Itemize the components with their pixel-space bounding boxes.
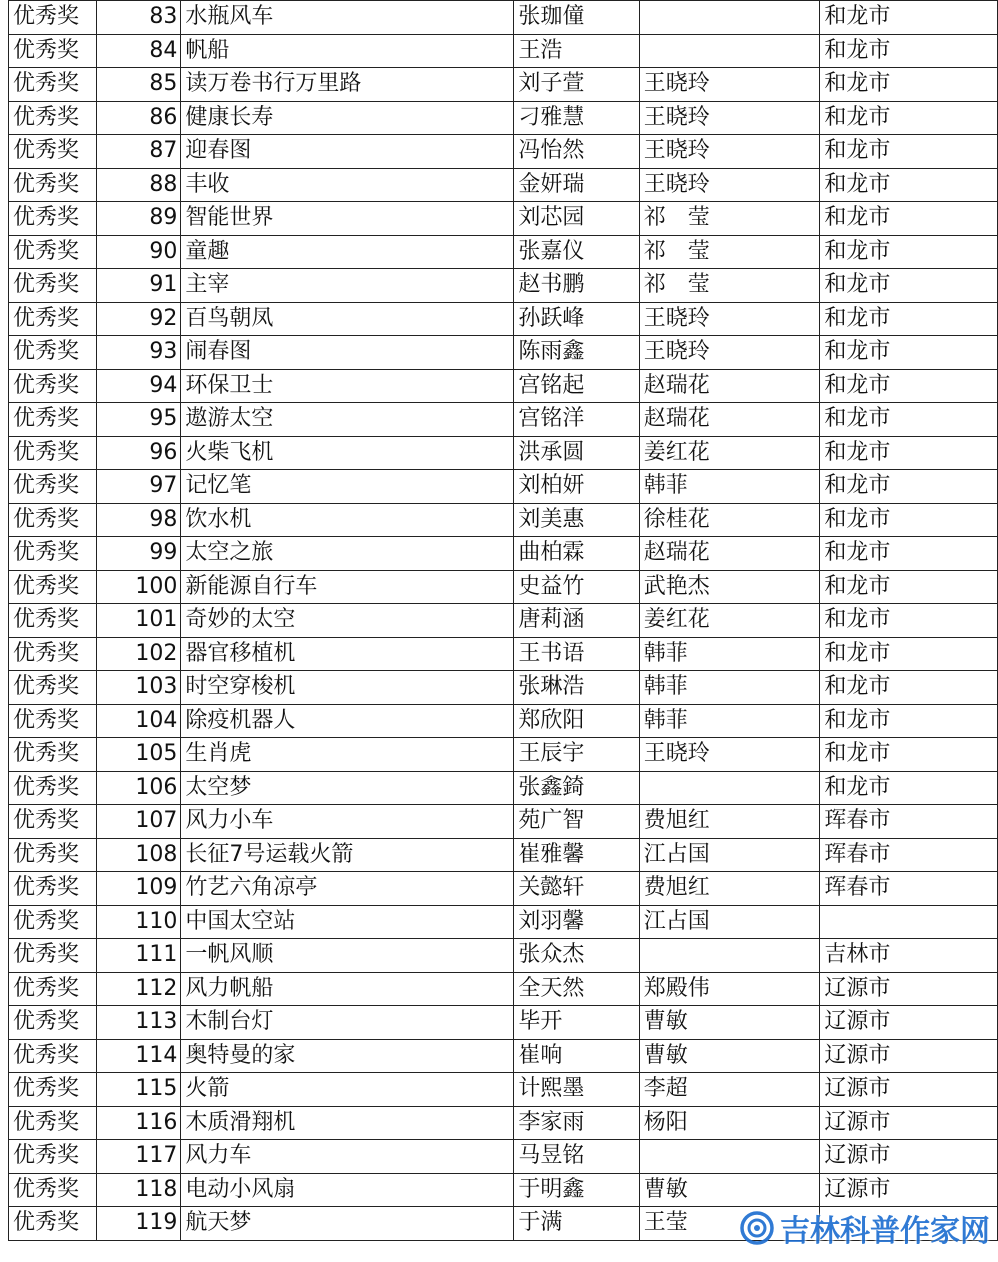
teacher-cell: 王晓玲 xyxy=(639,135,820,169)
city-cell: 辽源市 xyxy=(820,1039,998,1073)
award-cell: 优秀奖 xyxy=(9,905,97,939)
city-cell: 吉林市 xyxy=(820,939,998,973)
title-cell: 一帆风顺 xyxy=(181,939,514,973)
title-cell: 风力车 xyxy=(181,1140,514,1174)
teacher-cell: 武艳杰 xyxy=(639,570,820,604)
teacher-cell: 韩菲 xyxy=(639,470,820,504)
city-cell: 和龙市 xyxy=(820,604,998,638)
award-cell: 优秀奖 xyxy=(9,168,97,202)
number-cell: 99 xyxy=(96,537,181,571)
table-row xyxy=(9,1073,998,1107)
table-row xyxy=(9,168,998,202)
number-cell: 86 xyxy=(96,101,181,135)
number-cell: 101 xyxy=(96,604,181,638)
number-cell: 85 xyxy=(96,68,181,102)
author-cell: 苑广智 xyxy=(514,805,639,839)
author-cell: 崔响 xyxy=(514,1039,639,1073)
teacher-cell: 赵瑞花 xyxy=(639,537,820,571)
table-row xyxy=(9,570,998,604)
award-cell: 优秀奖 xyxy=(9,503,97,537)
city-cell: 和龙市 xyxy=(820,168,998,202)
number-cell: 95 xyxy=(96,403,181,437)
title-cell: 风力小车 xyxy=(181,805,514,839)
author-cell: 毕开 xyxy=(514,1006,639,1040)
table-row xyxy=(9,302,998,336)
teacher-cell: 王晓玲 xyxy=(639,168,820,202)
city-cell: 辽源市 xyxy=(820,1140,998,1174)
number-cell: 96 xyxy=(96,436,181,470)
title-cell: 新能源自行车 xyxy=(181,570,514,604)
watermark-text: 吉林科普作家网 xyxy=(780,1214,990,1249)
table-row xyxy=(9,905,998,939)
award-cell: 优秀奖 xyxy=(9,235,97,269)
author-cell: 关懿轩 xyxy=(514,872,639,906)
author-cell: 郑欣阳 xyxy=(514,704,639,738)
title-cell: 帆船 xyxy=(181,34,514,68)
teacher-cell xyxy=(639,34,820,68)
teacher-cell: 王晓玲 xyxy=(639,302,820,336)
number-cell: 116 xyxy=(96,1106,181,1140)
author-cell: 孙跃峰 xyxy=(514,302,639,336)
city-cell: 珲春市 xyxy=(820,805,998,839)
number-cell: 112 xyxy=(96,972,181,1006)
table-row xyxy=(9,872,998,906)
table-row xyxy=(9,503,998,537)
teacher-cell: 曹敏 xyxy=(639,1006,820,1040)
table-row xyxy=(9,470,998,504)
author-cell: 王辰宇 xyxy=(514,738,639,772)
author-cell: 陈雨鑫 xyxy=(514,336,639,370)
teacher-cell: 王晓玲 xyxy=(639,68,820,102)
table-row xyxy=(9,1,998,35)
award-cell: 优秀奖 xyxy=(9,436,97,470)
title-cell: 除疫机器人 xyxy=(181,704,514,738)
number-cell: 84 xyxy=(96,34,181,68)
award-cell: 优秀奖 xyxy=(9,369,97,403)
number-cell: 117 xyxy=(96,1140,181,1174)
title-cell: 童趣 xyxy=(181,235,514,269)
author-cell: 史益竹 xyxy=(514,570,639,604)
number-cell: 97 xyxy=(96,470,181,504)
teacher-cell: 费旭红 xyxy=(639,805,820,839)
title-cell: 航天梦 xyxy=(181,1207,514,1241)
author-cell: 马昱铭 xyxy=(514,1140,639,1174)
number-cell: 98 xyxy=(96,503,181,537)
city-cell: 和龙市 xyxy=(820,403,998,437)
city-cell: 和龙市 xyxy=(820,135,998,169)
author-cell: 宫铭起 xyxy=(514,369,639,403)
teacher-cell: 郑殿伟 xyxy=(639,972,820,1006)
teacher-cell: 韩菲 xyxy=(639,637,820,671)
city-cell: 和龙市 xyxy=(820,269,998,303)
teacher-cell: 韩菲 xyxy=(639,671,820,705)
author-cell: 刁雅慧 xyxy=(514,101,639,135)
award-cell: 优秀奖 xyxy=(9,537,97,571)
title-cell: 太空之旅 xyxy=(181,537,514,571)
title-cell: 火箭 xyxy=(181,1073,514,1107)
title-cell: 风力帆船 xyxy=(181,972,514,1006)
author-cell: 洪承圆 xyxy=(514,436,639,470)
city-cell: 和龙市 xyxy=(820,470,998,504)
number-cell: 87 xyxy=(96,135,181,169)
city-cell: 和龙市 xyxy=(820,704,998,738)
teacher-cell: 江占国 xyxy=(639,905,820,939)
title-cell: 竹艺六角凉亭 xyxy=(181,872,514,906)
author-cell: 计熙墨 xyxy=(514,1073,639,1107)
award-cell: 优秀奖 xyxy=(9,570,97,604)
title-cell: 健康长寿 xyxy=(181,101,514,135)
teacher-cell: 杨阳 xyxy=(639,1106,820,1140)
title-cell: 生肖虎 xyxy=(181,738,514,772)
table-row xyxy=(9,235,998,269)
author-cell: 唐莉涵 xyxy=(514,604,639,638)
award-cell: 优秀奖 xyxy=(9,1,97,35)
city-cell: 珲春市 xyxy=(820,872,998,906)
author-cell: 赵书鹏 xyxy=(514,269,639,303)
table-row xyxy=(9,972,998,1006)
teacher-cell: 王晓玲 xyxy=(639,101,820,135)
table-row xyxy=(9,1039,998,1073)
award-cell: 优秀奖 xyxy=(9,771,97,805)
number-cell: 111 xyxy=(96,939,181,973)
city-cell: 辽源市 xyxy=(820,972,998,1006)
award-cell: 优秀奖 xyxy=(9,1006,97,1040)
title-cell: 时空穿梭机 xyxy=(181,671,514,705)
city-cell: 和龙市 xyxy=(820,302,998,336)
author-cell: 金妍瑞 xyxy=(514,168,639,202)
teacher-cell xyxy=(639,1,820,35)
teacher-cell: 徐桂花 xyxy=(639,503,820,537)
number-cell: 110 xyxy=(96,905,181,939)
award-cell: 优秀奖 xyxy=(9,604,97,638)
award-cell: 优秀奖 xyxy=(9,1207,97,1241)
author-cell: 冯怡然 xyxy=(514,135,639,169)
city-cell: 辽源市 xyxy=(820,1006,998,1040)
number-cell: 93 xyxy=(96,336,181,370)
table-row xyxy=(9,604,998,638)
author-cell: 刘羽馨 xyxy=(514,905,639,939)
teacher-cell: 姜红花 xyxy=(639,436,820,470)
teacher-cell: 赵瑞花 xyxy=(639,403,820,437)
title-cell: 中国太空站 xyxy=(181,905,514,939)
city-cell: 和龙市 xyxy=(820,671,998,705)
number-cell: 119 xyxy=(96,1207,181,1241)
city-cell: 和龙市 xyxy=(820,101,998,135)
number-cell: 104 xyxy=(96,704,181,738)
table-row xyxy=(9,838,998,872)
city-cell: 和龙市 xyxy=(820,336,998,370)
title-cell: 读万卷书行万里路 xyxy=(181,68,514,102)
award-cell: 优秀奖 xyxy=(9,1173,97,1207)
table-row xyxy=(9,135,998,169)
table-row xyxy=(9,403,998,437)
number-cell: 90 xyxy=(96,235,181,269)
number-cell: 92 xyxy=(96,302,181,336)
teacher-cell: 费旭红 xyxy=(639,872,820,906)
author-cell: 刘芯园 xyxy=(514,202,639,236)
table-row xyxy=(9,671,998,705)
city-cell xyxy=(820,905,998,939)
teacher-cell: 曹敏 xyxy=(639,1173,820,1207)
number-cell: 109 xyxy=(96,872,181,906)
table-row xyxy=(9,68,998,102)
title-cell: 迎春图 xyxy=(181,135,514,169)
teacher-cell: 祁 莹 xyxy=(639,202,820,236)
award-cell: 优秀奖 xyxy=(9,1039,97,1073)
number-cell: 105 xyxy=(96,738,181,772)
author-cell: 张琳浩 xyxy=(514,671,639,705)
teacher-cell xyxy=(639,1140,820,1174)
title-cell: 饮水机 xyxy=(181,503,514,537)
award-cell: 优秀奖 xyxy=(9,738,97,772)
city-cell: 珲春市 xyxy=(820,838,998,872)
city-cell: 和龙市 xyxy=(820,570,998,604)
award-cell: 优秀奖 xyxy=(9,34,97,68)
title-cell: 水瓶风车 xyxy=(181,1,514,35)
table-row xyxy=(9,1106,998,1140)
title-cell: 木制台灯 xyxy=(181,1006,514,1040)
award-cell: 优秀奖 xyxy=(9,202,97,236)
teacher-cell: 祁 莹 xyxy=(639,269,820,303)
number-cell: 106 xyxy=(96,771,181,805)
title-cell: 丰收 xyxy=(181,168,514,202)
table-row xyxy=(9,436,998,470)
award-cell: 优秀奖 xyxy=(9,302,97,336)
award-cell: 优秀奖 xyxy=(9,101,97,135)
award-cell: 优秀奖 xyxy=(9,637,97,671)
award-table-body xyxy=(9,1,998,1241)
table-row xyxy=(9,202,998,236)
title-cell: 木质滑翔机 xyxy=(181,1106,514,1140)
table-row xyxy=(9,34,998,68)
author-cell: 于满 xyxy=(514,1207,639,1241)
award-cell: 优秀奖 xyxy=(9,939,97,973)
teacher-cell xyxy=(639,939,820,973)
city-cell: 和龙市 xyxy=(820,369,998,403)
title-cell: 太空梦 xyxy=(181,771,514,805)
author-cell: 张鑫錡 xyxy=(514,771,639,805)
teacher-cell: 李超 xyxy=(639,1073,820,1107)
award-cell: 优秀奖 xyxy=(9,671,97,705)
number-cell: 113 xyxy=(96,1006,181,1040)
number-cell: 91 xyxy=(96,269,181,303)
award-cell: 优秀奖 xyxy=(9,1073,97,1107)
table-row xyxy=(9,704,998,738)
city-cell: 和龙市 xyxy=(820,738,998,772)
award-cell: 优秀奖 xyxy=(9,704,97,738)
award-cell: 优秀奖 xyxy=(9,135,97,169)
title-cell: 奇妙的太空 xyxy=(181,604,514,638)
table-row xyxy=(9,939,998,973)
author-cell: 全天然 xyxy=(514,972,639,1006)
author-cell: 张珈僮 xyxy=(514,1,639,35)
city-cell: 和龙市 xyxy=(820,68,998,102)
city-cell: 和龙市 xyxy=(820,503,998,537)
teacher-cell xyxy=(639,771,820,805)
city-cell: 和龙市 xyxy=(820,235,998,269)
award-cell: 优秀奖 xyxy=(9,470,97,504)
number-cell: 102 xyxy=(96,637,181,671)
award-cell: 优秀奖 xyxy=(9,838,97,872)
author-cell: 张众杰 xyxy=(514,939,639,973)
author-cell: 刘子萱 xyxy=(514,68,639,102)
title-cell: 百鸟朝凤 xyxy=(181,302,514,336)
city-cell: 和龙市 xyxy=(820,34,998,68)
award-cell: 优秀奖 xyxy=(9,269,97,303)
site-logo-icon xyxy=(740,1211,774,1245)
title-cell: 器官移植机 xyxy=(181,637,514,671)
city-cell: 辽源市 xyxy=(820,1106,998,1140)
author-cell: 张嘉仪 xyxy=(514,235,639,269)
author-cell: 于明鑫 xyxy=(514,1173,639,1207)
title-cell: 记忆笔 xyxy=(181,470,514,504)
title-cell: 闹春图 xyxy=(181,336,514,370)
title-cell: 主宰 xyxy=(181,269,514,303)
teacher-cell: 江占国 xyxy=(639,838,820,872)
author-cell: 刘柏妍 xyxy=(514,470,639,504)
title-cell: 遨游太空 xyxy=(181,403,514,437)
award-cell: 优秀奖 xyxy=(9,1106,97,1140)
title-cell: 环保卫士 xyxy=(181,369,514,403)
city-cell: 和龙市 xyxy=(820,537,998,571)
city-cell: 和龙市 xyxy=(820,202,998,236)
city-cell: 和龙市 xyxy=(820,637,998,671)
teacher-cell: 王莹 xyxy=(639,1207,820,1241)
author-cell: 王浩 xyxy=(514,34,639,68)
number-cell: 114 xyxy=(96,1039,181,1073)
teacher-cell: 曹敏 xyxy=(639,1039,820,1073)
title-cell: 电动小风扇 xyxy=(181,1173,514,1207)
number-cell: 103 xyxy=(96,671,181,705)
award-cell: 优秀奖 xyxy=(9,68,97,102)
number-cell: 107 xyxy=(96,805,181,839)
number-cell: 115 xyxy=(96,1073,181,1107)
title-cell: 长征7号运载火箭 xyxy=(181,838,514,872)
city-cell: 辽源市 xyxy=(820,1073,998,1107)
site-watermark xyxy=(740,1206,990,1250)
author-cell: 刘美惠 xyxy=(514,503,639,537)
table-row xyxy=(9,369,998,403)
award-cell: 优秀奖 xyxy=(9,403,97,437)
number-cell: 108 xyxy=(96,838,181,872)
number-cell: 94 xyxy=(96,369,181,403)
award-cell: 优秀奖 xyxy=(9,336,97,370)
table-row xyxy=(9,269,998,303)
author-cell: 王书语 xyxy=(514,637,639,671)
author-cell: 崔雅馨 xyxy=(514,838,639,872)
city-cell: 和龙市 xyxy=(820,436,998,470)
award-cell: 优秀奖 xyxy=(9,872,97,906)
city-cell: 和龙市 xyxy=(820,1,998,35)
number-cell: 83 xyxy=(96,1,181,35)
title-cell: 火柴飞机 xyxy=(181,436,514,470)
author-cell: 曲柏霖 xyxy=(514,537,639,571)
city-cell: 和龙市 xyxy=(820,771,998,805)
city-cell: 辽源市 xyxy=(820,1173,998,1207)
table-row xyxy=(9,771,998,805)
number-cell: 100 xyxy=(96,570,181,604)
table-row xyxy=(9,805,998,839)
table-row xyxy=(9,738,998,772)
title-cell: 奥特曼的家 xyxy=(181,1039,514,1073)
title-cell: 智能世界 xyxy=(181,202,514,236)
table-row xyxy=(9,101,998,135)
teacher-cell: 姜红花 xyxy=(639,604,820,638)
table-row xyxy=(9,336,998,370)
number-cell: 88 xyxy=(96,168,181,202)
award-cell: 优秀奖 xyxy=(9,972,97,1006)
number-cell: 89 xyxy=(96,202,181,236)
author-cell: 李家雨 xyxy=(514,1106,639,1140)
award-cell: 优秀奖 xyxy=(9,1140,97,1174)
table-row xyxy=(9,1140,998,1174)
table-row xyxy=(9,1006,998,1040)
teacher-cell: 韩菲 xyxy=(639,704,820,738)
teacher-cell: 祁 莹 xyxy=(639,235,820,269)
table-row xyxy=(9,637,998,671)
award-cell: 优秀奖 xyxy=(9,805,97,839)
table-row xyxy=(9,537,998,571)
teacher-cell: 王晓玲 xyxy=(639,336,820,370)
number-cell: 118 xyxy=(96,1173,181,1207)
author-cell: 宫铭洋 xyxy=(514,403,639,437)
teacher-cell: 王晓玲 xyxy=(639,738,820,772)
table-row xyxy=(9,1173,998,1207)
teacher-cell: 赵瑞花 xyxy=(639,369,820,403)
award-table xyxy=(8,0,998,1241)
